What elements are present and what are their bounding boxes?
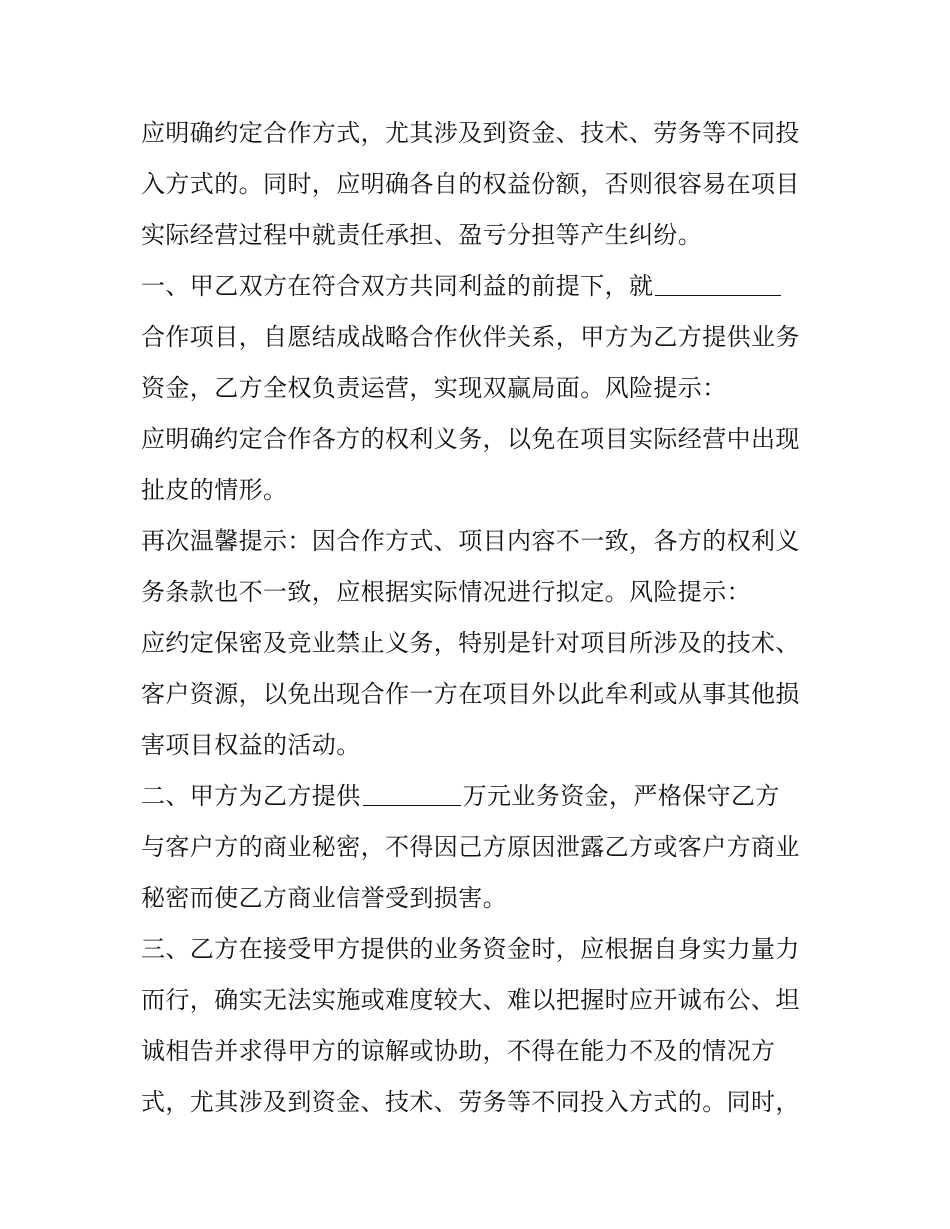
text-line: 诚相告并求得甲方的谅解或协助，不得在能力不及的情况方 (141, 1037, 776, 1065)
text-line: 资金，乙方全权负责运营，实现双赢局面。风险提示： (141, 374, 727, 402)
text-segment: 一、甲乙双方在符合双方共同利益的前提下，就 (141, 272, 654, 300)
text-line: 应明确约定合作方式，尤其涉及到资金、技术、劳务等不同投 (141, 119, 800, 147)
text-line: 入方式的。同时，应明确各自的权益份额，否则很容易在项目 (141, 170, 800, 198)
text-line: 扯皮的情形。 (141, 476, 288, 504)
amount-blank (363, 781, 461, 806)
text-line: 而行，确实无法实施或难度较大、难以把握时应开诚布公、坦 (141, 986, 800, 1014)
text-line: 害项目权益的活动。 (141, 731, 361, 759)
text-line: 与客户方的商业秘密，不得因己方原因泄露乙方或客户方商业 (141, 833, 800, 861)
document-body (141, 108, 821, 1128)
clause-one-line (141, 261, 821, 312)
text-line: 再次温馨提示：因合作方式、项目内容不一致，各方的权利义 (141, 527, 800, 555)
text-line: 秘密而使乙方商业信誉受到损害。 (141, 884, 507, 912)
text-line: 三、乙方在接受甲方提供的业务资金时，应根据自身实力量力 (141, 935, 800, 963)
text-line: 合作项目，自愿结成战略合作伙伴关系，甲方为乙方提供业务 (141, 323, 800, 351)
text-line: 务条款也不一致，应根据实际情况进行拟定。风险提示： (141, 578, 751, 606)
project-name-blank (655, 271, 781, 296)
clause-two-line (141, 771, 821, 822)
text-line: 实际经营过程中就责任承担、盈亏分担等产生纠纷。 (141, 221, 703, 249)
text-line: 应明确约定合作各方的权利义务，以免在项目实际经营中出现 (141, 425, 800, 453)
text-segment: 二、甲方为乙方提供 (141, 782, 361, 810)
text-line: 应约定保密及竞业禁止义务，特别是针对项目所涉及的技术、 (141, 629, 800, 657)
text-segment: 万元业务资金，严格保守乙方 (462, 782, 780, 810)
text-line: 客户资源，以免出现合作一方在项目外以此牟利或从事其他损 (141, 680, 800, 708)
text-line: 式，尤其涉及到资金、技术、劳务等不同投入方式的。同时， (141, 1088, 800, 1116)
